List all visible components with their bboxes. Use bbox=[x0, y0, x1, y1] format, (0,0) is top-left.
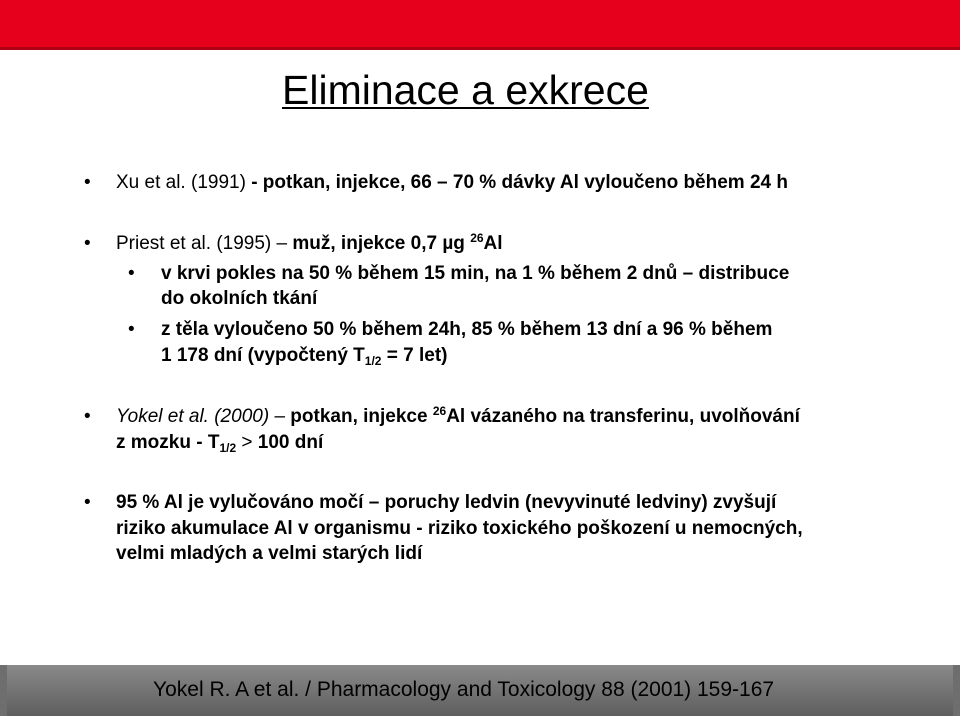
footer-panel bbox=[7, 665, 953, 716]
footer-bar bbox=[0, 665, 960, 716]
subpoint-body-line2-post: = 7 let) bbox=[381, 345, 448, 366]
footer-reference: Yokel R. A et al. / Pharmacology and Toxicology 88 (2001) 159-167 bbox=[153, 678, 775, 701]
bullet-icon: • bbox=[84, 492, 91, 513]
bullet-icon: • bbox=[84, 172, 91, 193]
point-yokel bbox=[116, 404, 800, 429]
greater-than: > bbox=[236, 432, 258, 453]
citation-yokel-year: (2000) bbox=[208, 406, 275, 427]
subpoint-body-line2-pre: 1 178 dní (vypočtený T bbox=[161, 345, 365, 366]
bullet-icon: • bbox=[128, 263, 135, 284]
isotope-sup: 26 bbox=[470, 231, 484, 245]
slide-title: Eliminace a exkrece bbox=[282, 67, 649, 113]
dash: – bbox=[271, 233, 293, 254]
subpoint-blood-line1: v krvi pokles na 50 % během 15 min, na 1 % během 2 dnů – distribuce bbox=[161, 263, 790, 284]
subpoint-blood-line2: do okolních tkání bbox=[161, 288, 318, 309]
isotope-sup: 26 bbox=[432, 404, 447, 418]
dash: – bbox=[274, 406, 291, 427]
point-excretion-line2: riziko akumulace Al v organismu - riziko toxického poškození u nemocných, bbox=[116, 518, 803, 539]
point-xu-text: - potkan, injekce, 66 – 70 % dávky Al vyloučeno během 24 h bbox=[245, 172, 788, 193]
header-bar bbox=[0, 0, 960, 50]
halflife-sub: 1/2 bbox=[219, 441, 237, 455]
citation-xu: Xu et al. (1991) bbox=[116, 172, 246, 193]
point-excretion-line3: velmi mladých a velmi starých lidí bbox=[116, 543, 423, 564]
header-bar-shadow bbox=[0, 47, 960, 50]
citation-priest: Priest et al. (1995) bbox=[116, 233, 272, 254]
bullet-icon: • bbox=[128, 319, 135, 340]
element-al: Al bbox=[483, 233, 503, 254]
halflife-sub: 1/2 bbox=[364, 354, 382, 368]
bullet-icon: • bbox=[84, 233, 91, 254]
point-xu bbox=[116, 170, 788, 195]
point-excretion-line1: 95 % Al je vylučováno močí – poruchy ledvin (nevyvinuté ledviny) zvyšují bbox=[116, 492, 777, 513]
point-yokel-text: potkan, injekce bbox=[290, 406, 433, 427]
point-yokel-tail: Al vázaného na transferinu, uvolňování bbox=[446, 406, 800, 427]
point-priest bbox=[116, 231, 503, 256]
point-yokel-line2-pre: z mozku - T bbox=[116, 432, 220, 453]
citation-yokel: Yokel et al. bbox=[116, 406, 209, 427]
point-yokel-line2-post: 100 dní bbox=[257, 432, 324, 453]
unit-microgram: µg bbox=[442, 233, 471, 254]
subpoint-body-line1: z těla vyloučeno 50 % během 24h, 85 % během 13 dní a 96 % během bbox=[161, 319, 773, 340]
point-priest-text: muž, injekce 0,7 bbox=[292, 233, 443, 254]
subpoint-body-line2 bbox=[161, 343, 447, 368]
bullet-icon: • bbox=[84, 406, 91, 427]
point-yokel-line2 bbox=[116, 430, 323, 455]
